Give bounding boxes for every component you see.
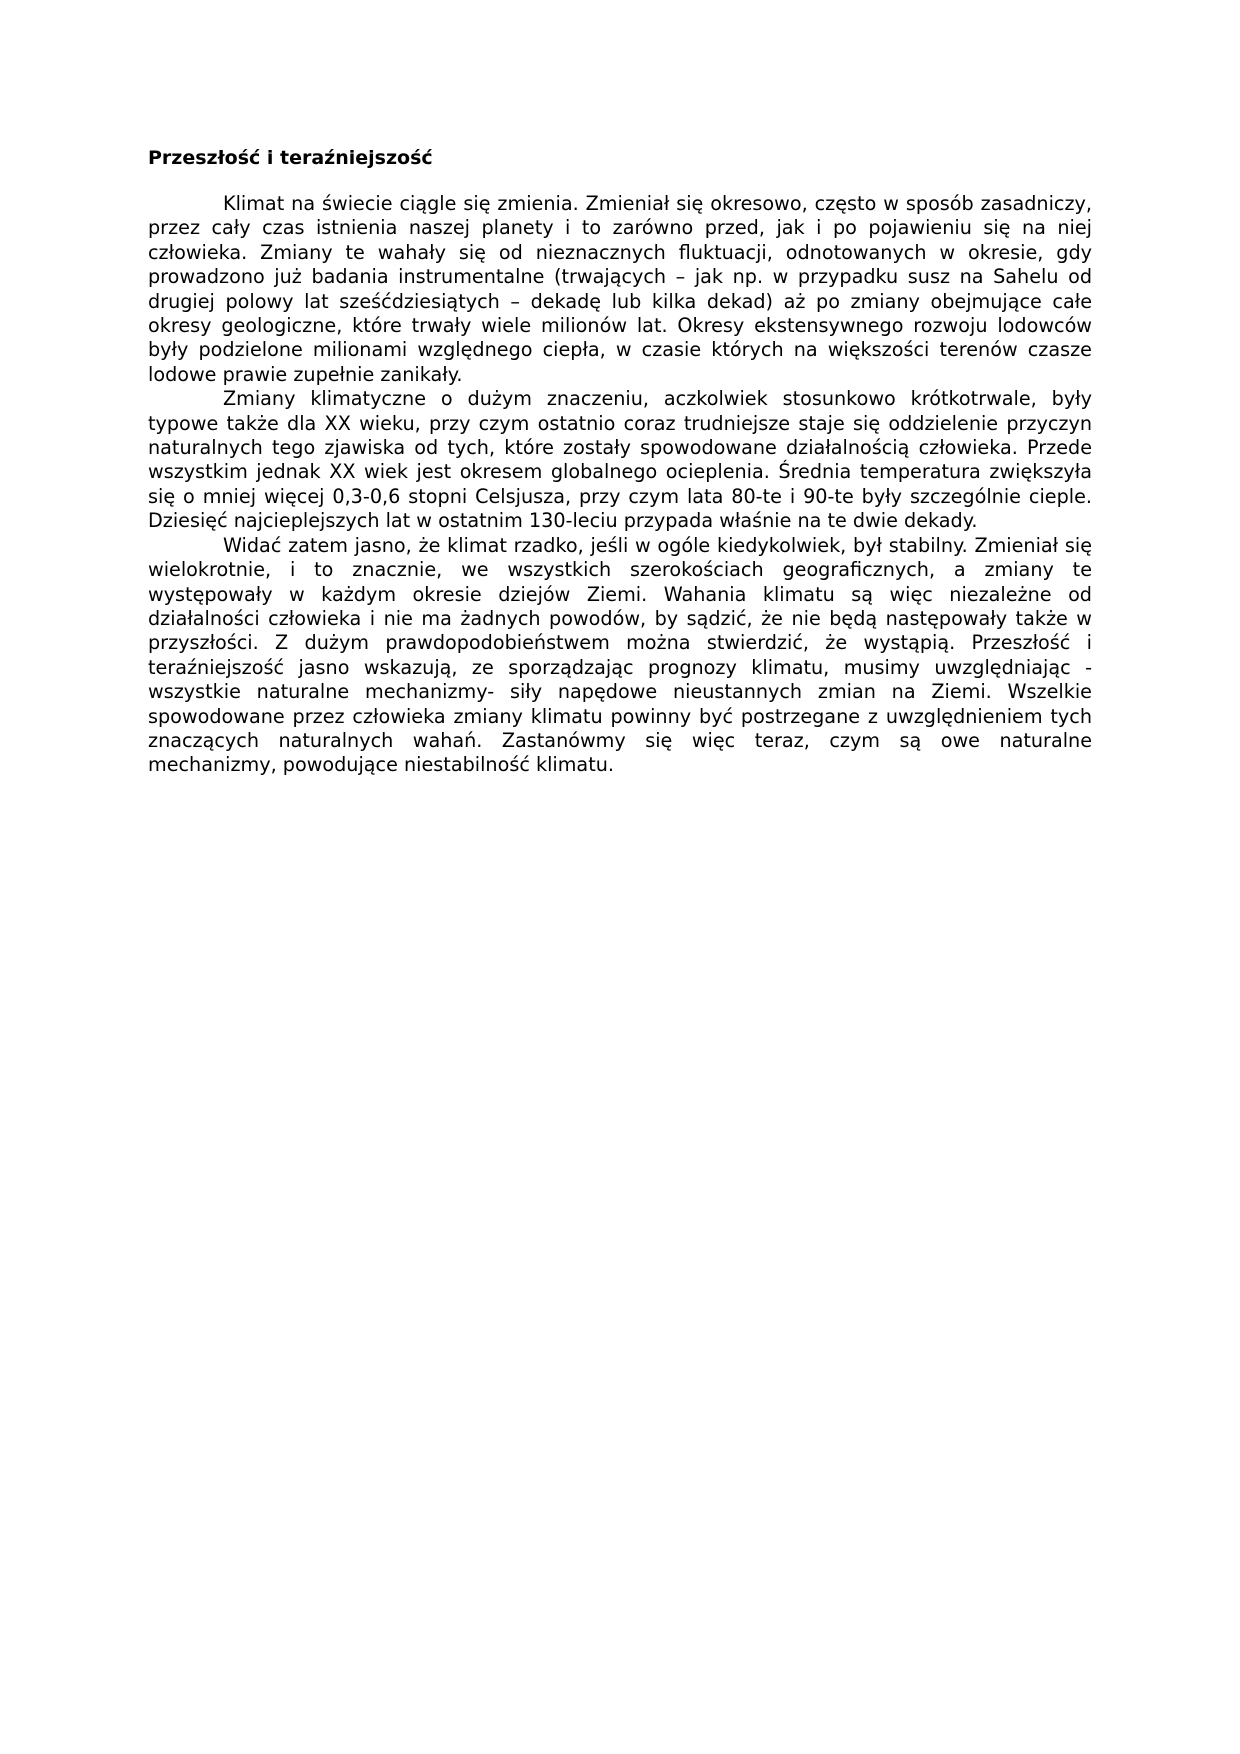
document-title: Przeszłość i teraźniejszość bbox=[148, 147, 433, 169]
document-body bbox=[148, 146, 1092, 778]
paragraph-2: Zmiany klimatyczne o dużym znaczeniu, aczkolwiek stosunkowo krótkotrwale, były typowe także dla XX wieku, przy czym ostatnio coraz trudniejsze staje się oddzielenie przyczyn naturalnych tego zjawiska od tych, które zostały spowodowane działalnością człowieka. Przede wszystkim jednak XX wiek jest okresem globalnego ocieplenia. Średnia temperatura zwiększyła się o mniej więcej 0,3-0,6 stopni Celsjusza, przy czym lata 80-te i 90-te były szczególnie cieple. Dziesięć najcieplejszych lat w ostatnim 130-leciu przypada właśnie na te dwie dekady. bbox=[148, 387, 1092, 533]
paragraph-3: Widać zatem jasno, że klimat rzadko, jeśli w ogóle kiedykolwiek, był stabilny. Zmieniał się wielokrotnie, i to znacznie, we wszystkich szerokościach geograficznych, a zmiany te występowały w każdym okresie dziejów Ziemi. Wahania klimatu są więc niezależne od działalności człowieka i nie ma żadnych powodów, by sądzić, że nie będą następowały także w przyszłości. Z dużym prawdopodobieństwem można stwierdzić, że wystąpią. Przeszłość i teraźniejszość jasno wskazują, ze sporządzając prognozy klimatu, musimy uwzględniając -wszystkie naturalne mechanizmy- siły napędowe nieustannych zmian na Ziemi. Wszelkie spowodowane przez człowieka zmiany klimatu powinny być postrzegane z uwzględnieniem tych znaczących naturalnych wahań. Zastanówmy się więc teraz, czym są owe naturalne mechanizmy, powodujące niestabilność klimatu. bbox=[148, 533, 1092, 777]
paragraph-1: Klimat na świecie ciągle się zmienia. Zmieniał się okresowo, często w sposób zasadniczy, przez cały czas istnienia naszej planety i to zarówno przed, jak i po pojawieniu się na niej człowieka. Zmiany te wahały się od nieznacznych fluktuacji, odnotowanych w okresie, gdy prowadzono już badania instrumentalne (trwających – jak np. w przypadku susz na Sahelu od drugiej polowy lat sześćdziesiątych – dekadę lub kilka dekad) aż po zmiany obejmujące całe okresy geologiczne, które trwały wiele milionów lat. Okresy ekstensywnego rozwoju lodowców były podzielone milionami względnego ciepła, w czasie których na większości terenów czasze lodowe prawie zupełnie zanikały. bbox=[148, 192, 1092, 386]
